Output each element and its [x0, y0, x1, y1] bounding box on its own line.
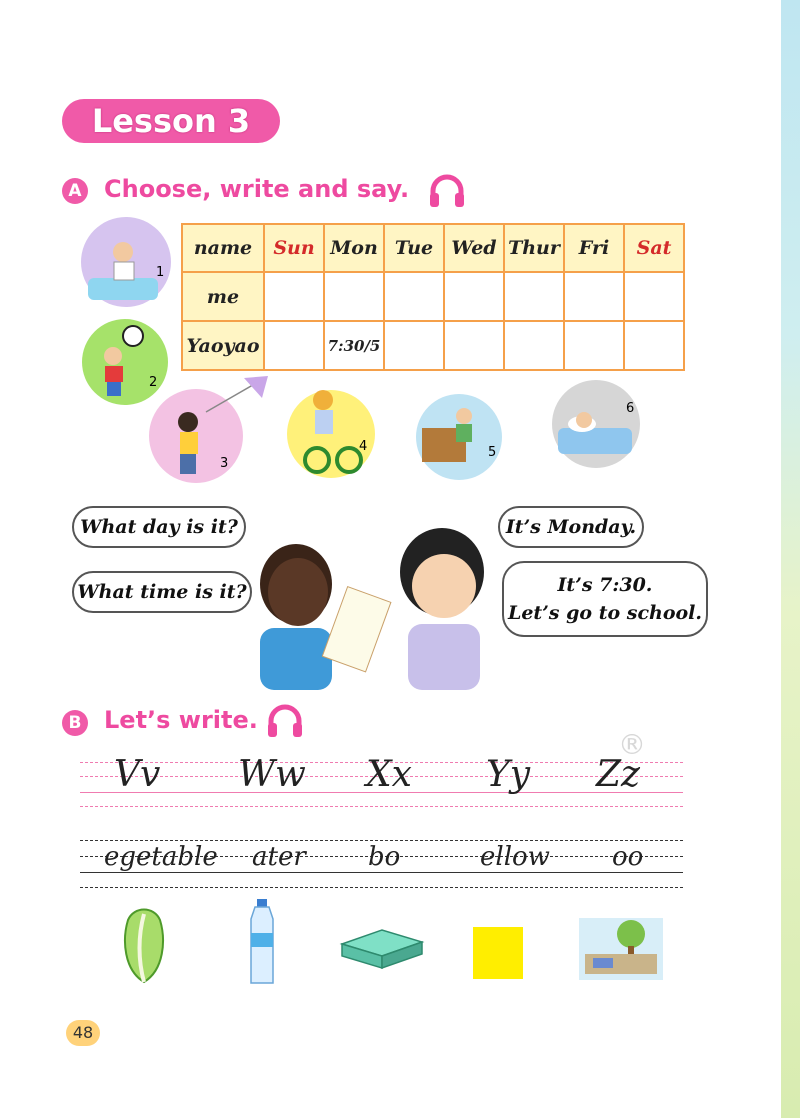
bubble-what-day	[72, 506, 246, 548]
picture-number-4: 4	[359, 439, 368, 454]
yellow-square-picture	[473, 927, 523, 979]
weekly-schedule-table	[181, 223, 685, 371]
side-decorative-strip	[781, 0, 800, 1118]
picture-number-1: 1	[156, 265, 165, 280]
picture-6-sleep	[548, 378, 644, 470]
registered-watermark: ®	[618, 728, 646, 761]
bubble-what-time	[72, 571, 252, 613]
cell-yaoyao-tue[interactable]	[384, 321, 444, 370]
letters-zz: Zz	[596, 754, 640, 795]
letters-ww: Ww	[238, 754, 306, 795]
page-number: 48	[72, 1023, 94, 1042]
cell-me-tue[interactable]	[384, 272, 444, 321]
word-vegetable: egetable	[104, 842, 218, 872]
cell-me-wed[interactable]	[444, 272, 504, 321]
header-fri: Fri	[564, 224, 624, 272]
section-b-title: Let’s write.	[104, 706, 258, 734]
cell-me-sat[interactable]	[624, 272, 684, 321]
cell-yaoyao-thur[interactable]	[504, 321, 564, 370]
answer-lets-go: Let’s go to school.	[507, 602, 703, 624]
picture-5-walk-to-school	[412, 392, 506, 482]
letters-xx: Xx	[366, 754, 412, 795]
bubble-its-monday	[498, 506, 644, 548]
zoo-picture	[579, 918, 663, 980]
cell-yaoyao-fri[interactable]	[564, 321, 624, 370]
picture-3-kite	[146, 372, 272, 490]
word-yellow: ellow	[480, 842, 550, 872]
word-zoo: oo	[612, 842, 644, 872]
header-sat: Sat	[624, 224, 684, 272]
box-picture	[338, 920, 426, 970]
question-what-time: What time is it?	[77, 581, 247, 603]
word-box: bo	[368, 842, 401, 872]
word-water: ater	[252, 842, 306, 872]
water-bottle-picture	[246, 897, 278, 987]
picture-number-5: 5	[488, 445, 497, 460]
section-a-badge: A	[62, 178, 88, 204]
cell-me-fri[interactable]	[564, 272, 624, 321]
picture-4-bike	[283, 376, 379, 480]
answer-its-monday: It’s Monday.	[505, 516, 637, 538]
cell-me-thur[interactable]	[504, 272, 564, 321]
cell-yaoyao-mon[interactable]: 7:30/5	[324, 321, 384, 370]
question-what-day: What day is it?	[80, 516, 238, 538]
header-tue: Tue	[384, 224, 444, 272]
headphones-icon	[266, 703, 304, 739]
letters-yy: Yy	[486, 754, 531, 795]
black-guide-line	[80, 887, 683, 888]
header-wed: Wed	[444, 224, 504, 272]
section-b-badge: B	[62, 710, 88, 736]
answer-time: It’s 7:30.	[557, 574, 653, 596]
row-name-yaoyao: Yaoyao	[182, 321, 264, 370]
bubble-go-to-school	[502, 561, 708, 637]
picture-number-3: 3	[220, 456, 229, 471]
section-a-title: Choose, write and say.	[104, 175, 410, 203]
picture-number-2: 2	[149, 375, 158, 390]
pink-guide-line	[80, 806, 683, 807]
headphones-icon	[428, 173, 466, 209]
cell-yaoyao-sun[interactable]	[264, 321, 324, 370]
cell-me-mon[interactable]	[324, 272, 384, 321]
cabbage-picture	[118, 900, 170, 986]
row-name-me: me	[182, 272, 264, 321]
header-sun: Sun	[264, 224, 324, 272]
lesson-title: Lesson 3	[91, 102, 251, 140]
black-guide-line	[80, 840, 683, 841]
picture-number-6: 6	[626, 401, 635, 416]
cell-me-sun[interactable]	[264, 272, 324, 321]
letters-vv: Vv	[114, 754, 161, 795]
header-name: name	[182, 224, 264, 272]
picture-1-wakeup	[78, 214, 174, 310]
cell-yaoyao-wed[interactable]	[444, 321, 504, 370]
header-thur: Thur	[504, 224, 564, 272]
cell-yaoyao-sat[interactable]	[624, 321, 684, 370]
black-base-line	[80, 872, 683, 873]
header-mon: Mon	[324, 224, 384, 272]
children-illustration	[238, 528, 508, 690]
